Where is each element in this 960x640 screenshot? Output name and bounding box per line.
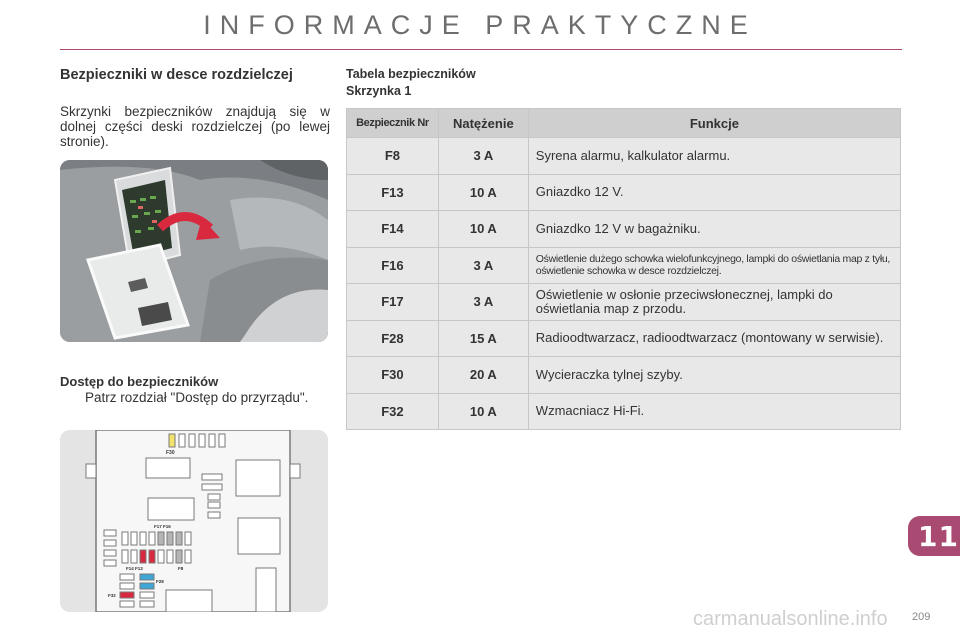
chapter-tab <box>908 516 960 556</box>
fuse-function: Gniazdko 12 V w bagażniku. <box>528 211 900 248</box>
diagram-label-f14-f13: F14 F13 <box>126 566 143 571</box>
page-title: INFORMACJE PRAKTYCZNE <box>203 10 757 40</box>
fuse-amperage: 10 A <box>438 211 528 248</box>
fuse-amperage: 15 A <box>438 320 528 357</box>
table-row <box>347 247 901 284</box>
table-header-row <box>347 109 901 138</box>
fuse-amperage: 10 A <box>438 174 528 211</box>
diagram-label-f17-f16: F17 F16 <box>154 524 171 529</box>
table-row <box>347 357 901 394</box>
fuse-amperage: 10 A <box>438 393 528 430</box>
fuse-function: Gniazdko 12 V. <box>528 174 900 211</box>
fusebox-diagram <box>60 430 328 612</box>
fusebox-diagram-drawing <box>60 430 328 612</box>
diagram-label-f30: F30 <box>166 450 175 456</box>
table-row <box>347 138 901 175</box>
box-title: Skrzynka 1 <box>346 84 412 98</box>
column-header-functions: Funkcje <box>528 109 900 138</box>
page-number: 209 <box>912 611 931 623</box>
table-row <box>347 320 901 357</box>
fuse-amperage: 3 A <box>438 247 528 284</box>
header-divider <box>60 49 902 50</box>
fuse-number: F14 <box>347 211 439 248</box>
table-title: Tabela bezpieczników <box>346 67 476 81</box>
fuse-amperage: 3 A <box>438 138 528 175</box>
table-row <box>347 284 901 321</box>
fusebox-photo-illustration <box>60 160 328 342</box>
fuse-number: F28 <box>347 320 439 357</box>
chapter-number: 11 <box>918 520 959 553</box>
fuse-function: Oświetlenie w osłonie przeciwsłonecznej, lampki do oświetlania map z przodu. <box>528 284 900 321</box>
column-header-amperage: Natężenie <box>438 109 528 138</box>
watermark: carmanualsonline.info <box>693 608 888 630</box>
fuse-number: F30 <box>347 357 439 394</box>
column-header-fuse-nr: Bezpiecznik Nr <box>347 109 439 138</box>
diagram-label-f32: F32 <box>108 593 116 598</box>
fuse-function: Wzmacniacz Hi-Fi. <box>528 393 900 430</box>
fuse-number: F32 <box>347 393 439 430</box>
fuse-amperage: 3 A <box>438 284 528 321</box>
fuse-table <box>346 108 901 430</box>
fuse-number: F13 <box>347 174 439 211</box>
fusebox-location-photo <box>60 160 328 342</box>
access-title: Dostęp do bezpieczników <box>60 374 219 389</box>
table-row <box>347 211 901 248</box>
diagram-label-f28: F28 <box>156 579 164 584</box>
fuse-function: Wycieraczka tylnej szyby. <box>528 357 900 394</box>
fuse-amperage: 20 A <box>438 357 528 394</box>
intro-text: Skrzynki bezpieczników znajdują się w dolnej części deski rozdzielczej (po lewej stronie). <box>60 104 330 149</box>
fuse-number: F16 <box>347 247 439 284</box>
diagram-label-f8: F8 <box>178 566 184 571</box>
access-text: Patrz rozdział "Dostęp do przyrządu". <box>85 390 309 405</box>
fuse-function: Radioodtwarzacz, radioodtwarzacz (montowany w serwisie). <box>528 320 900 357</box>
section-title: Bezpieczniki w desce rozdzielczej <box>60 67 293 83</box>
fuse-number: F8 <box>347 138 439 175</box>
fuse-function: Oświetlenie dużego schowka wielofunkcyjnego, lampki do oświetlania map z tyłu, oświetlenie schowka w desce rozdzielczej. <box>528 247 900 284</box>
fuse-function: Syrena alarmu, kalkulator alarmu. <box>528 138 900 175</box>
table-row <box>347 174 901 211</box>
fuse-number: F17 <box>347 284 439 321</box>
table-row <box>347 393 901 430</box>
